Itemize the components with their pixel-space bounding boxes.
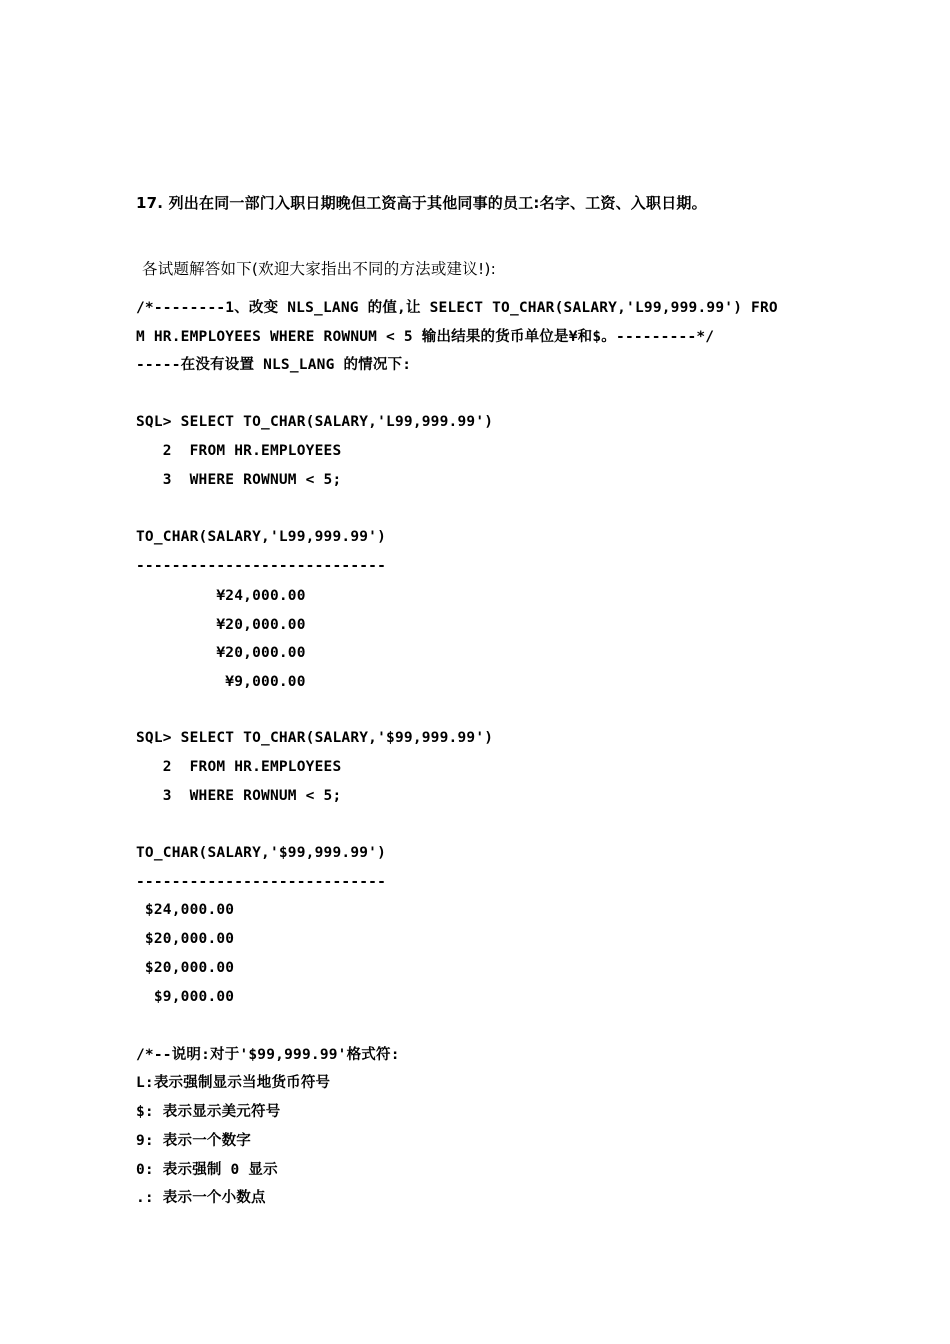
query2-result-row: $20,000.00 [136, 931, 235, 947]
explanation-item: 9: 表示一个数字 [136, 1133, 251, 1149]
query1-line-2: 2 FROM HR.EMPLOYEES [136, 443, 342, 459]
explanation-item: .: 表示一个小数点 [136, 1190, 266, 1206]
query2-line-2: 2 FROM HR.EMPLOYEES [136, 759, 342, 775]
task-comment-line-1: /*--------1、改变 NLS_LANG 的值,让 SELECT TO_CHAR(SALARY,'L99,999.99') FRO [136, 300, 778, 316]
question-title: 17. 列出在同一部门入职日期晚但工资高于其他同事的员工:名字、工资、入职日期。 [136, 194, 707, 212]
query2-result-separator: ---------------------------- [136, 874, 387, 890]
query2-result-row: $20,000.00 [136, 960, 235, 976]
query2-line-3: 3 WHERE ROWNUM < 5; [136, 788, 342, 804]
intro-text: 各试题解答如下(欢迎大家指出不同的方法或建议!): [142, 260, 497, 278]
query1-result-row: ¥24,000.00 [136, 588, 306, 604]
query1-result-separator: ---------------------------- [136, 558, 387, 574]
query1-result-row: ¥9,000.00 [136, 674, 306, 690]
query1-line-1: SQL> SELECT TO_CHAR(SALARY,'L99,999.99') [136, 414, 494, 430]
query2-result-row: $24,000.00 [136, 902, 235, 918]
explanation-item: L:表示强制显示当地货币符号 [136, 1075, 331, 1091]
explanation-item: 0: 表示强制 0 显示 [136, 1162, 278, 1178]
explanation-item: $: 表示显示美元符号 [136, 1104, 281, 1120]
query1-result-header: TO_CHAR(SALARY,'L99,999.99') [136, 529, 387, 545]
task-comment-line-2: M HR.EMPLOYEES WHERE ROWNUM < 5 输出结果的货币单位是¥和$。---------*/ [136, 329, 715, 345]
query1-result-row: ¥20,000.00 [136, 617, 306, 633]
note-no-setting: -----在没有设置 NLS_LANG 的情况下: [136, 357, 412, 373]
query2-line-1: SQL> SELECT TO_CHAR(SALARY,'$99,999.99') [136, 730, 494, 746]
explanation-title: /*--说明:对于'$99,999.99'格式符: [136, 1047, 400, 1063]
query2-result-header: TO_CHAR(SALARY,'$99,999.99') [136, 845, 387, 861]
query2-result-row: $9,000.00 [136, 989, 235, 1005]
query1-line-3: 3 WHERE ROWNUM < 5; [136, 472, 342, 488]
query1-result-row: ¥20,000.00 [136, 645, 306, 661]
